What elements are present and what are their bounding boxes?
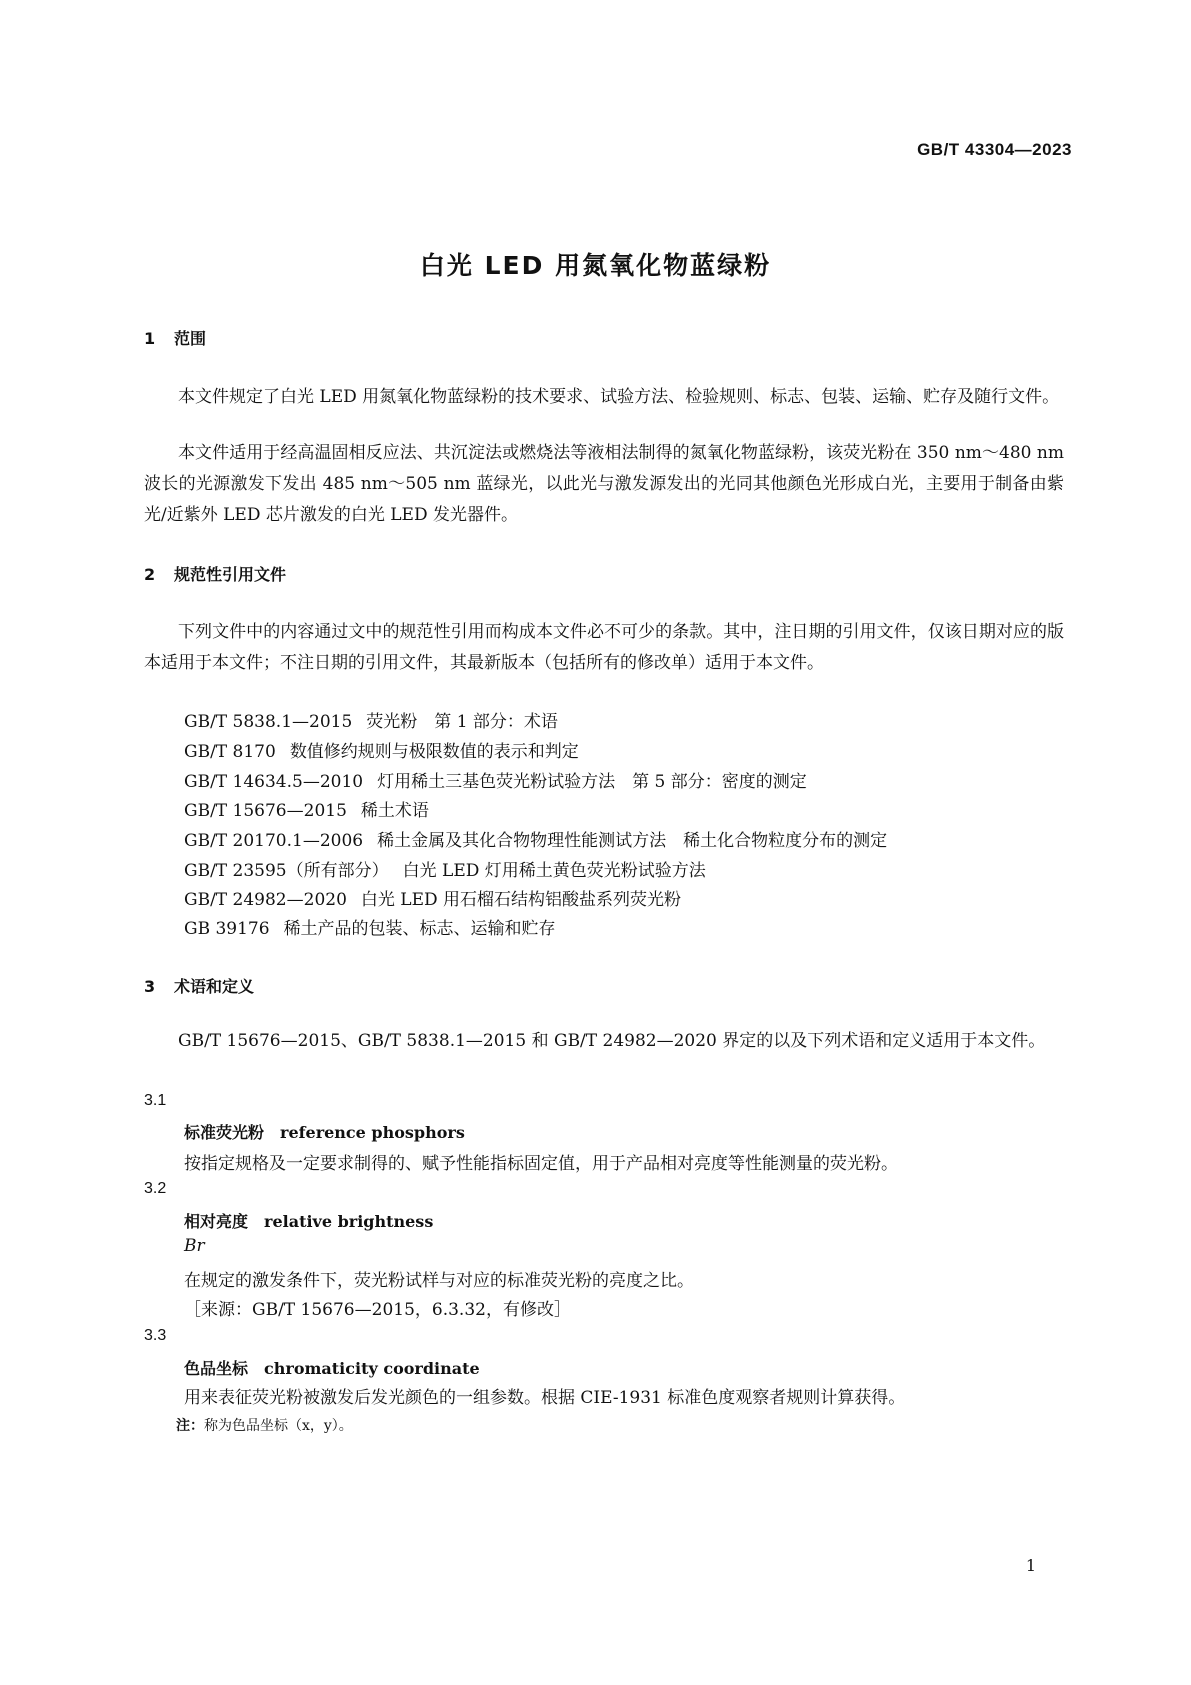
note-text: 称为色品坐标（x，y）。 xyxy=(204,1418,353,1434)
reference-code: GB/T 20170.1—2006 xyxy=(184,831,364,851)
section-1-heading xyxy=(144,326,206,349)
reference-code: GB/T 24982—2020 xyxy=(184,890,347,910)
term-heading xyxy=(184,1356,480,1379)
section-number: 2 xyxy=(144,565,156,584)
reference-code: GB 39176 xyxy=(184,919,270,939)
scope-paragraph-2: 本文件适用于经高温固相反应法、共沉淀法或燃烧法等液相法制得的氮氧化物蓝绿粉，该荧光粉在 350 nm～480 nm 波长的光源激发下发出 485 nm～505 nm 蓝绿光，以此光与激发源发出的光同其他颜色光形成白光，主要用于制备由紫光/近紫外 LED 芯片激发的白光 LED 发光器件。 xyxy=(144,443,1064,525)
reference-item xyxy=(184,707,558,732)
term-en: chromaticity coordinate xyxy=(264,1359,480,1378)
term-heading xyxy=(184,1120,465,1143)
term-source: ［来源：GB/T 15676—2015，6.3.32，有修改］ xyxy=(184,1300,571,1320)
term-definition: 用来表征荧光粉被激发后发光颜色的一组参数。根据 CIE-1931 标准色度观察者规则计算获得。 xyxy=(184,1388,906,1408)
term-en: reference phosphors xyxy=(280,1123,465,1142)
term-definition: 在规定的激发条件下，荧光粉试样与对应的标准荧光粉的亮度之比。 xyxy=(184,1271,694,1291)
references-intro: 下列文件中的内容通过文中的规范性引用而构成本文件必不可少的条款。其中，注日期的引用文件，仅该日期对应的版本适用于本文件；不注日期的引用文件，其最新版本（包括所有的修改单）适用于本文件。 xyxy=(144,622,1064,673)
reference-title: 白光 LED 用石榴石结构铝酸盐系列荧光粉 xyxy=(360,890,682,910)
standard-number: GB/T 43304—2023 xyxy=(917,140,1072,159)
term-zh: 色品坐标 xyxy=(184,1359,249,1378)
reference-item xyxy=(184,767,807,792)
reference-code: GB/T 8170 xyxy=(184,742,276,762)
reference-item xyxy=(184,914,556,939)
term-zh: 相对亮度 xyxy=(184,1212,249,1231)
section-2-heading xyxy=(144,562,286,585)
reference-code: GB/T 23595（所有部分） xyxy=(184,861,389,881)
clause-number: 3.2 xyxy=(144,1180,167,1197)
clause-number: 3.1 xyxy=(144,1092,167,1109)
section-number: 1 xyxy=(144,329,156,348)
section-title: 规范性引用文件 xyxy=(174,565,287,584)
reference-code: GB/T 5838.1—2015 xyxy=(184,712,353,732)
section-title: 范围 xyxy=(174,329,207,348)
term-zh: 标准荧光粉 xyxy=(184,1123,265,1142)
section-number: 3 xyxy=(144,977,156,996)
section-3-heading xyxy=(144,974,254,997)
reference-item xyxy=(184,796,429,821)
page-number: 1 xyxy=(1025,1556,1036,1575)
note-label: 注： xyxy=(176,1418,204,1434)
document-title: 白光 LED 用氮氧化物蓝绿粉 xyxy=(419,251,772,280)
term-note xyxy=(176,1415,353,1435)
reference-code: GB/T 15676—2015 xyxy=(184,801,347,821)
section-title: 术语和定义 xyxy=(174,977,255,996)
term-en: relative brightness xyxy=(264,1212,434,1231)
reference-item xyxy=(184,856,706,881)
reference-title: 荧光粉 第 1 部分：术语 xyxy=(366,712,558,732)
reference-title: 白光 LED 灯用稀土黄色荧光粉试验方法 xyxy=(402,861,706,881)
reference-title: 稀土金属及其化合物物理性能测试方法 稀土化合物粒度分布的测定 xyxy=(377,831,888,851)
term-symbol: Br xyxy=(184,1236,205,1256)
reference-item xyxy=(184,885,681,910)
clause-number: 3.3 xyxy=(144,1327,167,1344)
reference-item xyxy=(184,826,887,851)
reference-title: 稀土产品的包装、标志、运输和贮存 xyxy=(283,919,556,939)
reference-item xyxy=(184,737,579,762)
term-heading xyxy=(184,1209,433,1232)
terms-intro: GB/T 15676—2015、GB/T 5838.1—2015 和 GB/T 24982—2020 界定的以及下列术语和定义适用于本文件。 xyxy=(178,1031,1046,1051)
reference-code: GB/T 14634.5—2010 xyxy=(184,772,364,792)
reference-title: 数值修约规则与极限数值的表示和判定 xyxy=(289,742,579,762)
reference-title: 灯用稀土三基色荧光粉试验方法 第 5 部分：密度的测定 xyxy=(377,772,807,792)
reference-title: 稀土术语 xyxy=(360,801,429,821)
term-definition: 按指定规格及一定要求制得的、赋予性能指标固定值，用于产品相对亮度等性能测量的荧光粉。 xyxy=(184,1154,898,1174)
scope-paragraph-1: 本文件规定了白光 LED 用氮氧化物蓝绿粉的技术要求、试验方法、检验规则、标志、包装、运输、贮存及随行文件。 xyxy=(178,387,1060,407)
